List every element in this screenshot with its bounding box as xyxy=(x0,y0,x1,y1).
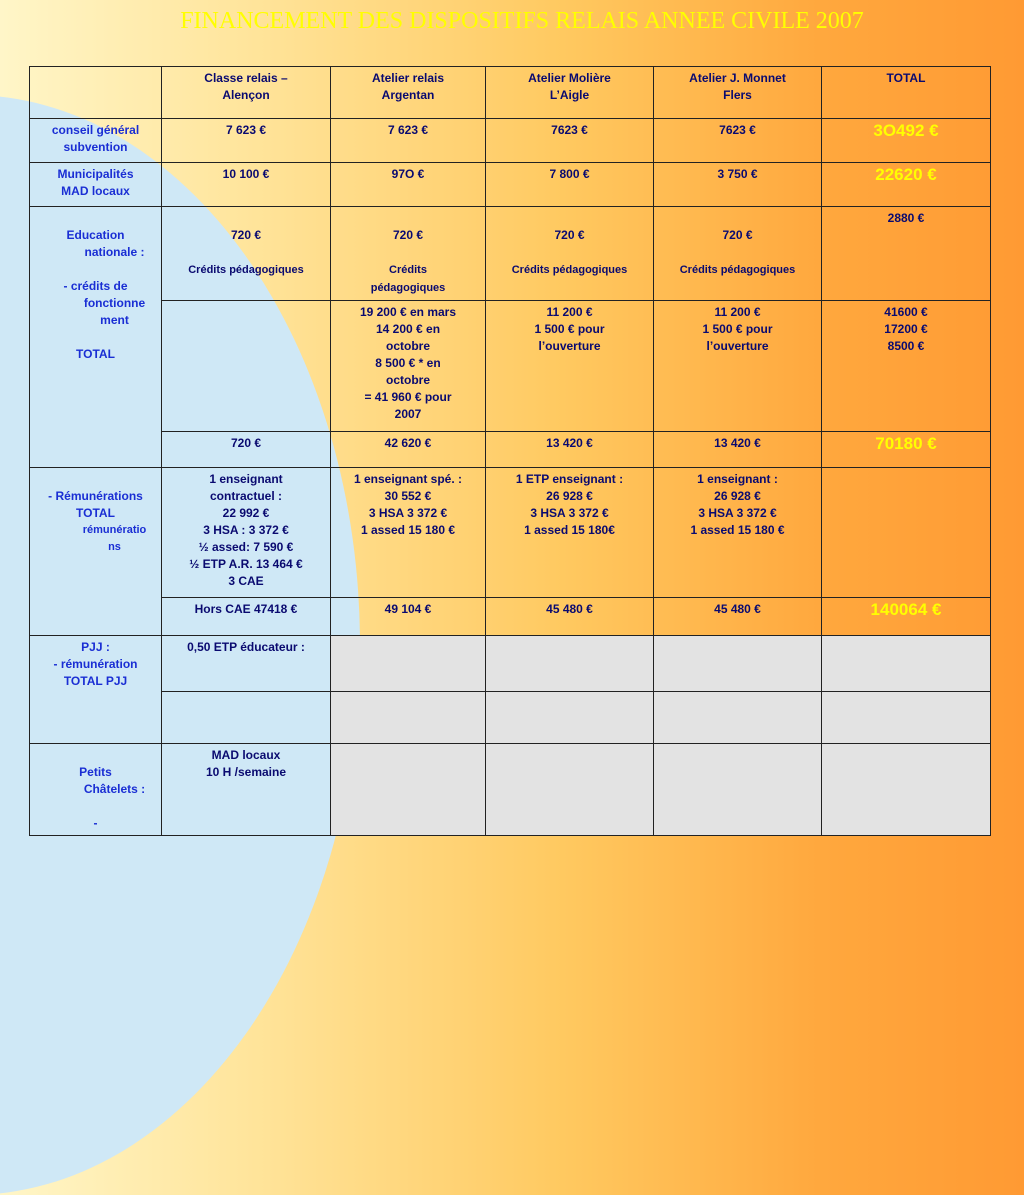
cell-pjj-total-alencon xyxy=(162,692,331,744)
cell-petits-total xyxy=(822,744,991,836)
cell-pjj-total xyxy=(822,636,991,692)
header-classe-relais-alencon: Classe relais – Alençon xyxy=(162,67,331,119)
cell-petits-alencon: MAD locaux 10 H /semaine xyxy=(162,744,331,836)
education-label-line1: Education xyxy=(66,228,125,242)
note: Crédits pédagogiques xyxy=(511,264,628,276)
cell-education-detail-total: 41600 € 17200 € 8500 € xyxy=(822,301,991,432)
cell-municipalites-flers: 3 750 € xyxy=(654,163,822,207)
row-education-funding-detail xyxy=(30,301,991,432)
cell-pjj-alencon: 0,50 ETP éducateur : xyxy=(162,636,331,692)
row-municipalites xyxy=(30,163,991,207)
petits-label-line1: Petits xyxy=(79,765,112,779)
cell-remunerations-total-alencon: Hors CAE 47418 € xyxy=(162,598,331,636)
row-remunerations-total xyxy=(30,598,991,636)
cell-municipalites-argentan: 97O € xyxy=(331,163,486,207)
row-label-remunerations xyxy=(30,468,162,636)
cell-education-total-argentan: 42 620 € xyxy=(331,432,486,468)
note: Crédits pédagogiques xyxy=(370,264,446,294)
cell-pjj-argentan xyxy=(331,636,486,692)
row-label-conseil-general: conseil général subvention xyxy=(30,119,162,163)
note: Crédits pédagogiques xyxy=(188,264,304,276)
education-label-line5: TOTAL xyxy=(76,347,115,361)
cell-education-total-laigle: 13 420 € xyxy=(486,432,654,468)
cell-education-credits-alencon xyxy=(162,207,331,301)
cell-petits-laigle xyxy=(486,744,654,836)
row-label-municipalites: Municipalités MAD locaux xyxy=(30,163,162,207)
cell-remunerations-alencon: 1 enseignant contractuel : 22 992 € 3 HSA : 3 372 € ½ assed: 7 590 € ½ ETP A.R. 13 464 € 3 CAE xyxy=(162,468,331,598)
cell-municipalites-alencon: 10 100 € xyxy=(162,163,331,207)
cell-petits-argentan xyxy=(331,744,486,836)
row-label-pjj: PJJ : - rémunération TOTAL PJJ xyxy=(30,636,162,744)
row-remunerations-detail xyxy=(30,468,991,598)
cell-petits-flers xyxy=(654,744,822,836)
education-label-line3: - crédits de xyxy=(63,279,128,293)
cell-conseil-argentan: 7 623 € xyxy=(331,119,486,163)
header-total: TOTAL xyxy=(822,67,991,119)
row-education-credits xyxy=(30,207,991,301)
row-label-petits-chatelets xyxy=(30,744,162,836)
cell-education-credits-flers xyxy=(654,207,822,301)
cell-education-detail-laigle: 11 200 € 1 500 € pour l’ouverture xyxy=(486,301,654,432)
cell-remunerations-grand-total: 140064 € xyxy=(822,598,991,636)
header-atelier-monnet-flers: Atelier J. Monnet Flers xyxy=(654,67,822,119)
page-title: FINANCEMENT DES DISPOSITIFS RELAIS ANNEE CIVILE 2007 xyxy=(180,8,864,34)
cell-pjj-total-laigle xyxy=(486,692,654,744)
amount: 720 € xyxy=(392,228,424,242)
cell-remunerations-total-laigle: 45 480 € xyxy=(486,598,654,636)
cell-education-total-alencon: 720 € xyxy=(162,432,331,468)
header-atelier-relais-argentan: Atelier relais Argentan xyxy=(331,67,486,119)
row-pjj-total xyxy=(30,692,991,744)
cell-remunerations-total-detail xyxy=(822,468,991,598)
cell-education-detail-flers: 11 200 € 1 500 € pour l’ouverture xyxy=(654,301,822,432)
row-pjj xyxy=(30,636,991,692)
amount: 720 € xyxy=(230,228,262,242)
cell-remunerations-total-flers: 45 480 € xyxy=(654,598,822,636)
cell-remunerations-flers: 1 enseignant : 26 928 € 3 HSA 3 372 € 1 assed 15 180 € xyxy=(654,468,822,598)
cell-pjj-total-flers xyxy=(654,692,822,744)
cell-conseil-flers: 7623 € xyxy=(654,119,822,163)
cell-education-credits-argentan xyxy=(331,207,486,301)
cell-conseil-laigle: 7623 € xyxy=(486,119,654,163)
cell-education-credits-total: 2880 € xyxy=(822,207,991,301)
cell-education-grand-total: 70180 € xyxy=(822,432,991,468)
amount: 720 € xyxy=(554,228,585,242)
cell-education-total-flers: 13 420 € xyxy=(654,432,822,468)
cell-pjj-total-argentan xyxy=(331,692,486,744)
cell-pjj-laigle xyxy=(486,636,654,692)
row-conseil-general xyxy=(30,119,991,163)
header-cell-empty xyxy=(30,67,162,119)
header-atelier-moliere-laigle: Atelier Molière L’Aigle xyxy=(486,67,654,119)
cell-education-detail-alencon xyxy=(162,301,331,432)
petits-label-line3: - xyxy=(93,816,98,830)
remunerations-label-line1: - Rémunérations TOTAL xyxy=(48,489,143,520)
cell-pjj-grand-total xyxy=(822,692,991,744)
cell-pjj-flers xyxy=(654,636,822,692)
education-label-line2: nationale : xyxy=(84,245,145,259)
cell-remunerations-laigle: 1 ETP enseignant : 26 928 € 3 HSA 3 372 € 1 assed 15 180€ xyxy=(486,468,654,598)
cell-education-credits-laigle xyxy=(486,207,654,301)
cell-remunerations-total-argentan: 49 104 € xyxy=(331,598,486,636)
note: Crédits pédagogiques xyxy=(679,264,796,276)
header-row xyxy=(30,67,991,119)
cell-municipalites-total: 22620 € xyxy=(822,163,991,207)
cell-conseil-alencon: 7 623 € xyxy=(162,119,331,163)
financing-table xyxy=(29,66,991,836)
cell-education-detail-argentan: 19 200 € en mars 14 200 € en octobre 8 500 € * en octobre = 41 960 € pour 2007 xyxy=(331,301,486,432)
row-label-education xyxy=(30,207,162,468)
cell-municipalites-laigle: 7 800 € xyxy=(486,163,654,207)
cell-remunerations-argentan: 1 enseignant spé. : 30 552 € 3 HSA 3 372 € 1 assed 15 180 € xyxy=(331,468,486,598)
petits-label-line2: Châtelets : xyxy=(83,782,146,796)
amount: 720 € xyxy=(722,228,753,242)
row-education-total xyxy=(30,432,991,468)
cell-conseil-total: 3O492 € xyxy=(822,119,991,163)
row-petits-chatelets xyxy=(30,744,991,836)
education-label-line4: fonctionne ment xyxy=(83,296,146,327)
remunerations-label-line2: rémunératio ns xyxy=(82,524,147,553)
